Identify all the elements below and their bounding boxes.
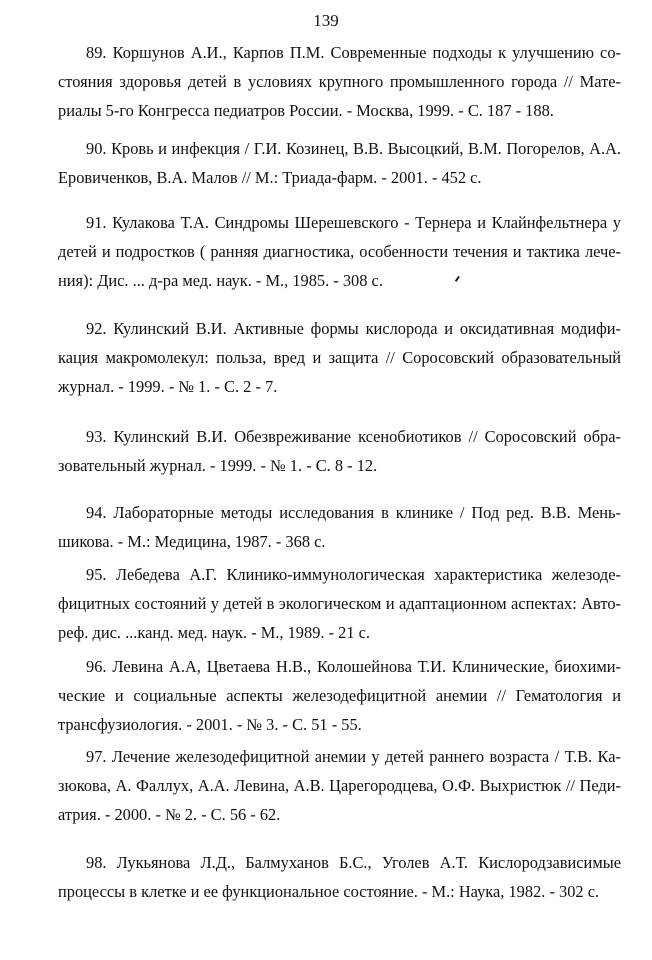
bibliography-entry-89: 89. Коршунов А.И., Карпов П.М. Современные подходы к улучшению состояния здоровья детей в условиях крупного промышленного города // Материалы 5-го Конгресса педиатров России. - Москва, 1999. - С. 187 - 188.	[58, 43, 621, 120]
bibliography-entry-91: 91. Кулакова Т.А. Синдромы Шерешевского - Тернера и Клайнфельтнера у детей и подростков ( ранняя диагностика, особенности течения и тактика лечения): Дис. ... д-ра мед. наук. - М., 1985. - 308 с.	[58, 213, 621, 290]
bibliography-entry-96: 96. Левина А.А, Цветаева Н.В., Колошейнова Т.И. Клинические, биохимические и социальные аспекты железодефицитной анемии // Гематология и трансфузиология. - 2001. - № 3. - С. 51 - 55.	[58, 657, 621, 734]
bibliography-entry-93: 93. Кулинский В.И. Обезвреживание ксенобиотиков // Соросовский образовательный журнал. - 1999. - № 1. - С. 8 - 12.	[58, 427, 621, 475]
bibliography-entry-90: 90. Кровь и инфекция / Г.И. Козинец, В.В. Высоцкий, В.М. Погорелов, А.А. Еровиченков, В.А. Малов // М.: Триада-фарм. - 2001. - 452 с.	[58, 139, 621, 187]
bibliography-entry-97: 97. Лечение железодефицитной анемии у детей раннего возраста / Т.В. Казюкова, А. Фаллух, А.А. Левина, А.В. Царегородцева, О.Ф. Выхристюк // Педиатрия. - 2000. - № 2. - С. 56 - 62.	[58, 747, 621, 824]
bibliography-entry-92: 92. Кулинский В.И. Активные формы кислорода и оксидативная модификация макромолекул: польза, вред и защита // Соросовский образовательный журнал. - 1999. - № 1. - С. 2 - 7.	[58, 319, 621, 396]
bibliography-entry-95: 95. Лебедева А.Г. Клинико-иммунологическая характеристика железодефицитных состояний у детей в экологическом и адаптационном аспектах: Автореф. дис. ...канд. мед. наук. - М., 1989. - 21 с.	[58, 565, 621, 642]
bibliography-entry-94: 94. Лабораторные методы исследования в клинике / Под ред. В.В. Меньшикова. - М.: Медицина, 1987. - 368 с.	[58, 503, 621, 551]
page-number: 139	[313, 11, 339, 30]
bibliography-entry-98: 98. Лукьянова Л.Д., Балмуханов Б.С., Уголев А.Т. Кислородзависимые процессы в клетке и ее функциональное состояние. - М.: Наука, 1982. - 302 с.	[58, 853, 621, 901]
